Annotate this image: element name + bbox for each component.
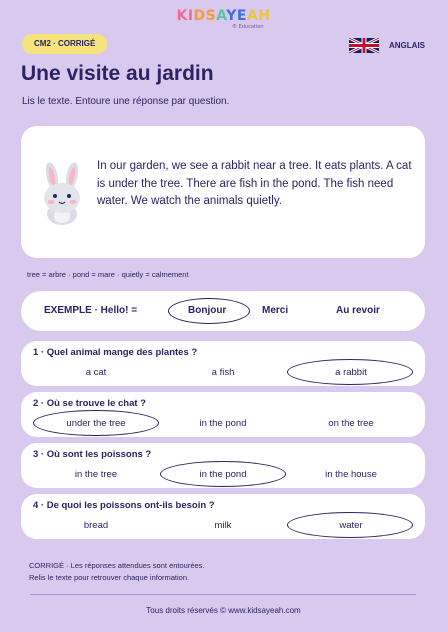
answer-option[interactable]: on the tree (328, 418, 374, 429)
logo-subtitle: ® Education (232, 24, 264, 30)
logo-part: AH (246, 8, 271, 24)
example-label: EXEMPLE · Hello! = (44, 305, 138, 316)
brand-logo (0, 8, 447, 24)
logo-part: DS (193, 8, 217, 24)
story-text: In our garden, we see a rabbit near a tree. It eats plants. A cat is under the tree. There are fish in the pond. The fish need water. We watch the animals quietly. (97, 160, 412, 207)
question-label: 2 · Où se trouve le chat ? (33, 398, 146, 409)
question-card-2 (21, 392, 425, 437)
copyright: Tous droits réservés © www.kidsayeah.com (146, 606, 301, 615)
answer-option[interactable]: water (339, 520, 363, 531)
question-card-1 (21, 341, 425, 386)
answer-option[interactable]: a fish (211, 367, 235, 378)
answer-option[interactable]: in the house (325, 469, 377, 480)
language-label: ANGLAIS (389, 41, 425, 50)
answer-option[interactable]: milk (214, 520, 232, 531)
logo-part: KI (176, 8, 194, 24)
example-option[interactable]: Bonjour (188, 305, 227, 316)
answer-option[interactable]: a cat (85, 367, 107, 378)
question-label: 1 · Quel animal mange des plantes ? (33, 347, 198, 358)
answer-option[interactable]: bread (83, 520, 109, 531)
example-option[interactable]: Au revoir (336, 305, 380, 316)
story-card (21, 126, 425, 258)
level-badge: CM2 · CORRIGÉ (22, 34, 107, 54)
answer-option[interactable]: in the pond (199, 418, 247, 429)
question-card-3 (21, 443, 425, 488)
example-card (21, 291, 425, 331)
example-option[interactable]: Merci (262, 305, 289, 316)
question-card-4 (21, 494, 425, 539)
footnote-line: Relis le texte pour retrouver chaque information. (29, 573, 190, 582)
answer-option[interactable]: under the tree (66, 418, 126, 429)
question-label: 3 · Où sont les poissons ? (33, 449, 152, 460)
uk-flag-icon (349, 38, 379, 53)
instructions: Lis le texte. Entoure une réponse par question. (22, 96, 230, 107)
logo-part: A (216, 8, 227, 24)
answer-option[interactable]: in the tree (74, 469, 118, 480)
answer-option[interactable]: in the pond (199, 469, 247, 480)
page-title: Une visite au jardin (21, 62, 214, 85)
footnote-line: CORRIGÉ · Les réponses attendues sont entourées. (29, 561, 205, 570)
glossary: tree = arbre · pond = mare · quietly = calmement (27, 270, 189, 279)
rabbit-icon (37, 160, 87, 226)
answer-option[interactable]: a rabbit (335, 367, 367, 378)
question-label: 4 · De quoi les poissons ont-ils besoin ? (33, 500, 215, 511)
divider (30, 594, 416, 595)
logo-part: YE (226, 8, 247, 24)
